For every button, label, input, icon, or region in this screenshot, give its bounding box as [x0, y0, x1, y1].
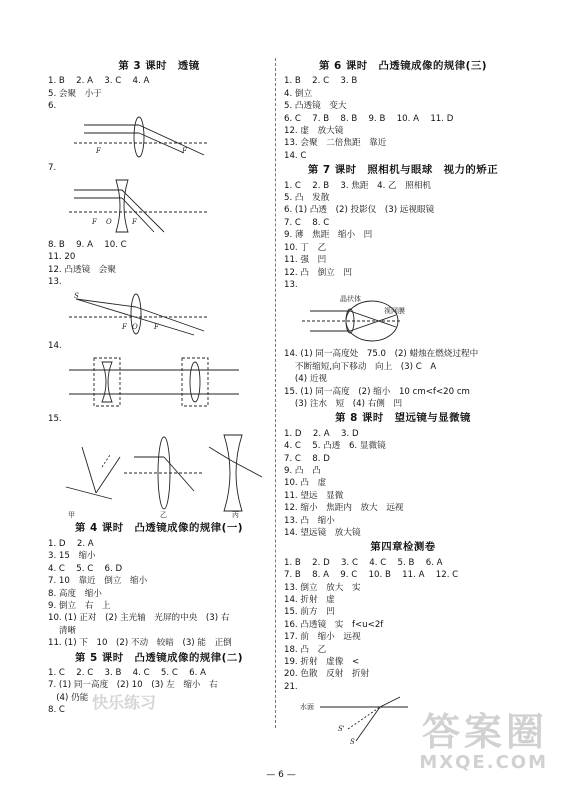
- answer-line: 4. C 5. C 6. D: [48, 563, 123, 574]
- figure-label: 丙: [232, 511, 239, 520]
- section-title: 第 8 课时 望远镜与显微镜: [335, 412, 471, 425]
- concave-lens-diagram: [64, 176, 214, 236]
- answer-line: 8. C: [48, 705, 65, 716]
- answer-line: 1. D 2. A: [48, 538, 94, 549]
- answer-line: 20. 色散 反射 折射: [284, 669, 370, 680]
- answer-line: 12. 凸透镜 会聚: [48, 264, 116, 275]
- section-body: [284, 180, 522, 292]
- watermark-url: MXQE.COM: [419, 752, 548, 773]
- answer-line: 13. 倒立 放大 实: [284, 582, 361, 593]
- figure-label: S: [350, 738, 355, 746]
- eye-diagram: [300, 293, 420, 345]
- answer-line: 19. 折射 虚像 <: [284, 657, 360, 668]
- answer-line: 7. (1) 同一高度 (2) 10 (3) 左 缩小 右: [48, 680, 218, 691]
- answer-line: 11. (1) 下 10 (2) 不动 较暗 (3) 能 正倒: [48, 638, 232, 649]
- column-divider: [275, 58, 276, 728]
- section-body: [284, 428, 522, 540]
- answer-line: 9. 倒立 右 上: [48, 600, 111, 611]
- answer-line: 10. 丁 乙: [284, 242, 327, 253]
- answer-line: 7. 10 靠近 倒立 缩小: [48, 576, 148, 587]
- answer-line: 4. 倒立: [284, 88, 313, 99]
- answer-line: 14. 望远镜 放大镜: [284, 528, 361, 538]
- answer-line: 7. B 8. A 9. C 10. B 11. A 12. C: [284, 570, 459, 581]
- answer-line: (4) 近视: [284, 374, 328, 385]
- answer-line: 17. 前 缩小 远视: [284, 632, 361, 643]
- answer-line: 7. C 8. C: [284, 217, 330, 228]
- section-title: 第 7 课时 照相机与眼球 视力的矫正: [307, 164, 499, 177]
- answer-line: 13.: [284, 279, 298, 290]
- answer-line: 13. 凸 缩小: [284, 515, 335, 526]
- answer-line: 清晰: [48, 625, 77, 636]
- answer-line: 15. 前方 凹: [284, 607, 335, 618]
- svg-text:F: F: [132, 218, 137, 227]
- answer-line: 21.: [284, 681, 298, 692]
- answer-line: 不断缩短,向下移动 向上 (3) C A: [284, 361, 437, 372]
- answer-line: 14.: [48, 340, 62, 351]
- figure-label: 视网膜: [384, 307, 405, 316]
- convex-lens-diagram: [64, 115, 214, 159]
- svg-text:F: F: [122, 322, 127, 331]
- section-body: [48, 667, 270, 717]
- svg-text:F: F: [92, 218, 97, 227]
- figure-label: S': [338, 725, 345, 734]
- left-column: [48, 58, 270, 717]
- answer-line: 8. 高度 缩小: [48, 588, 102, 599]
- svg-text:O: O: [106, 218, 112, 227]
- answer-line: 1. C 2. B 3. 焦距 4. 乙 照相机: [284, 180, 432, 191]
- answer-line: 1. D 2. A 3. D: [284, 428, 359, 439]
- section-body: [284, 557, 522, 693]
- watermark: [419, 712, 548, 773]
- answer-line: 7.: [48, 162, 57, 173]
- answer-line: (3) 注水 短 (4) 右侧 凹: [284, 398, 403, 409]
- answer-line: 11. 20: [48, 252, 76, 263]
- svg-text:O: O: [132, 322, 138, 331]
- answer-line: 16. 凸透镜 实 f<u<2f: [284, 619, 384, 630]
- two-lens-diagram: [64, 354, 244, 410]
- answer-line: 14. (1) 同一高度处 75.0 (2) 蜡烛在燃烧过程中: [284, 349, 479, 360]
- answer-line: 14. 折射 虚: [284, 595, 335, 606]
- figure-label: 晶状体: [340, 295, 361, 304]
- svg-text:S: S: [74, 291, 79, 300]
- lens-ray-diagram: [64, 291, 214, 337]
- faint-watermark: 快乐练习: [92, 693, 157, 712]
- answer-line: 5. 会聚 小于: [48, 88, 102, 99]
- right-column: [284, 58, 522, 748]
- answer-line: 11. 强 凹: [284, 255, 327, 266]
- watermark-title: 答案圈: [421, 710, 548, 754]
- answer-line: 5. 凸透镜 变大: [284, 101, 347, 112]
- section-body: [48, 538, 270, 650]
- section-body: [284, 75, 522, 162]
- section-title: 第 5 课时 凸透镜成像的规律(二): [74, 651, 244, 664]
- svg-text:F: F: [182, 146, 187, 155]
- section-title: 第四章检测卷: [370, 541, 436, 554]
- answer-line: 13. 会聚 二倍焦距 靠近: [284, 138, 387, 149]
- answer-line: 4. C 5. 凸透 6. 显微镜: [284, 441, 386, 452]
- answer-line: 12. 凸 倒立 凹: [284, 267, 352, 278]
- section-title: 第 6 课时 凸透镜成像的规律(三): [318, 60, 488, 72]
- answer-line: 1. B 2. D 3. C 4. C 5. B 6. A: [284, 557, 443, 568]
- answer-line: 8. B 9. A 10. C: [48, 240, 127, 251]
- answer-line: 9. 凸 凸: [284, 465, 321, 476]
- figure-label: 乙: [160, 511, 167, 520]
- answer-line: 1. B 2. C 3. B: [284, 76, 358, 87]
- answer-line: 1. C 2. C 3. B 4. C 5. C 6. A: [48, 667, 206, 678]
- answer-line: 7. C 8. D: [284, 453, 330, 464]
- answer-line: 6. C 7. B 8. B 9. B 10. A 11. D: [284, 113, 454, 124]
- answer-line: 14. C: [284, 150, 307, 161]
- answer-line: 1. B 2. A 3. C 4. A: [48, 76, 150, 87]
- answer-line: 6.: [48, 101, 57, 112]
- refraction-diagram: [300, 695, 410, 745]
- answer-line: 3. 15 缩小: [48, 551, 96, 562]
- section-title: 第 4 课时 凸透镜成像的规律(一): [74, 522, 244, 535]
- answer-line: 13.: [48, 277, 62, 288]
- answer-line: 15.: [48, 414, 62, 425]
- answer-line: 12. 虚 放大镜: [284, 126, 344, 137]
- section-body: [284, 348, 522, 410]
- answer-line: (4) 仍能: [48, 692, 89, 703]
- svg-text:F: F: [96, 146, 101, 155]
- figure-label: 水面: [300, 703, 314, 712]
- answer-line: 5. 凸 发散: [284, 193, 330, 204]
- answer-line: 6. (1) 凸透 (2) 投影仪 (3) 远视眼镜: [284, 205, 435, 216]
- section-title: 第 3 课时 透镜: [118, 60, 200, 72]
- figure-label: 甲: [68, 511, 75, 520]
- page-number: — 6 —: [266, 770, 296, 780]
- svg-text:F: F: [154, 322, 159, 331]
- answer-line: 10. (1) 正对 (2) 主光轴 光屏的中央 (3) 右: [48, 613, 230, 624]
- answer-line: 15. (1) 同一高度 (2) 缩小 10 cm<f<20 cm: [284, 386, 470, 397]
- answer-line: 11. 望远 显微: [284, 490, 344, 501]
- answer-line: 10. 凸 虚: [284, 478, 327, 489]
- three-optics-diagram: [64, 427, 264, 519]
- answer-line: 9. 薄 焦距 缩小 凹: [284, 230, 373, 241]
- answer-line: 12. 缩小 焦距内 放大 远视: [284, 503, 404, 514]
- answer-line: 18. 凸 乙: [284, 644, 327, 655]
